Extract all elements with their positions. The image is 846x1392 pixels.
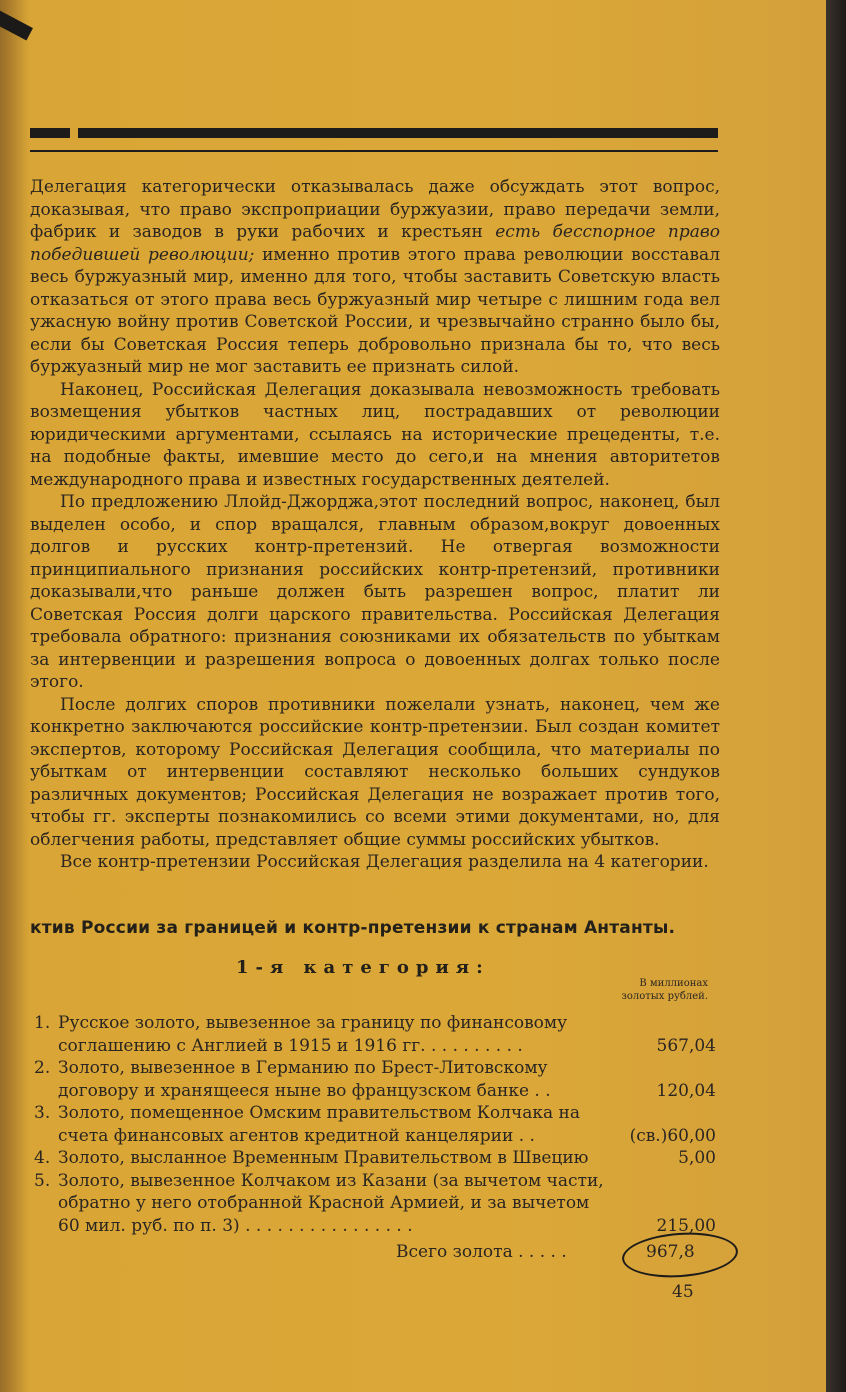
item-amount: (св.)60,00 — [629, 1125, 716, 1146]
category-heading: 1-я категория: — [236, 957, 490, 978]
total-label: Всего золота . . . . . — [396, 1242, 567, 1262]
paragraph-2: Наконец, Российская Делегация доказывала невозможность требовать возмещения убытков частных лиц, пострадавших от революции юридическими аргументами, ссылаясь на исторические прецеденты, т.е. на подобные факты, имевшие место до сего,и на мнения авторитетов международного права и известных государственных деятелей. — [30, 379, 720, 490]
book-cover-edge — [826, 0, 846, 1392]
unit-note: В миллионах золотых рублей. — [621, 978, 708, 1002]
paragraph-1 — [30, 176, 720, 379]
header-rule-gap — [70, 128, 78, 138]
body-text — [30, 176, 720, 874]
list-item — [30, 1102, 720, 1147]
item-amount: 567,04 — [656, 1035, 716, 1056]
item-number: 4. — [34, 1148, 51, 1168]
section-heading: ктив России за границей и контр-претензии к странам Антанты. — [30, 918, 676, 938]
gold-items-list — [30, 1012, 720, 1237]
item-text: Золото, высланное Временным Правительством в Швецию — [58, 1148, 589, 1168]
item-text: Золото, помещенное Омским правительством Колчака на счета финансовых агентов кредитной канцелярии . . — [58, 1103, 580, 1146]
item-text: Золото, вывезенное в Германию по Брест-Литовскому договору и хранящееся ныне во французском банке . . — [58, 1058, 551, 1101]
item-amount: 215,00 — [656, 1215, 716, 1236]
paragraph-3: По предложению Ллойд-Джорджа,этот последний вопрос, наконец, был выделен особо, и спор вращался, главным образом,вокруг довоенных долгов и русских контр-претензий. Не отвергая возможности принципиального признания российских контр-претензий, противники доказывали,что раньше должен быть разрешен вопрос, платит ли Советская Россия долги царского правительства. Российская Делегация требовала обратного: признания союзниками их обязательств по убыткам за интервенции и разрешения вопроса о довоенных долгах только после этого. — [30, 492, 720, 692]
page-number: 45 — [672, 1282, 694, 1302]
item-amount: 120,04 — [656, 1080, 716, 1101]
list-item — [30, 1012, 720, 1057]
paragraph-5: Все контр-претензии Российская Делегация разделила на 4 категории. — [60, 852, 709, 872]
header-thick-rule — [30, 128, 718, 138]
item-amount: 5,00 — [678, 1148, 716, 1168]
item-number: 5. — [34, 1170, 51, 1191]
item-number: 3. — [34, 1103, 51, 1123]
paragraph-1-italic: есть бесспорное право победившей революции; — [30, 222, 720, 265]
item-number: 1. — [34, 1013, 51, 1033]
paragraph-1-text: Делегация категорически отказывалась даже обсуждать этот вопрос, доказывая, что право экспроприации буржуазии, право передачи земли, фабрик и заводов в руки рабочих и крестьян — [30, 177, 720, 242]
header-thin-rule — [30, 150, 718, 152]
item-number: 2. — [34, 1058, 51, 1078]
item-text: Золото, вывезенное Колчаком из Казани (за вычетом части, обратно у него отобранной Красной Армией, и за вычетом 60 мил. руб. по п. 3) . . . . . . . . . . . . . . . . — [58, 1170, 604, 1236]
item-text: Русское золото, вывезенное за границу по финансовому соглашению с Англией в 1915 и 1916 гг. . . . . . . . . . — [58, 1013, 568, 1056]
list-item — [30, 1057, 720, 1102]
paragraph-1-continuation: именно против этого права революции восставал весь буржуазный мир, именно для того, чтобы заставить Советскую власть отказаться от этого права весь буржуазный мир четыре с лишним года вел ужасную войну против Советской России, и чрезвычайно странно было бы, если бы Советская Россия теперь добровольно признала бы то, что весь буржуазный мир не мог заставить ее признать силой. — [30, 244, 720, 377]
left-margin-bleed-through — [4, 80, 26, 1280]
paragraph-4: После долгих споров противники пожелали узнать, наконец, чем же конкретно заключаются российские контр-претензии. Был создан комитет экспертов, которому Российская Делегация сообщила, что материалы по убыткам от интервенции составляют несколько больших сундуков различных документов; Российская Делегация не возражает против того, чтобы гг. эксперты познакомились со всеми этими документами, но, для облегчения работы, представляет общие суммы российских убытков. — [30, 694, 720, 850]
total-value: 967,8 — [646, 1242, 695, 1262]
list-item — [30, 1147, 720, 1170]
list-item — [30, 1170, 720, 1238]
